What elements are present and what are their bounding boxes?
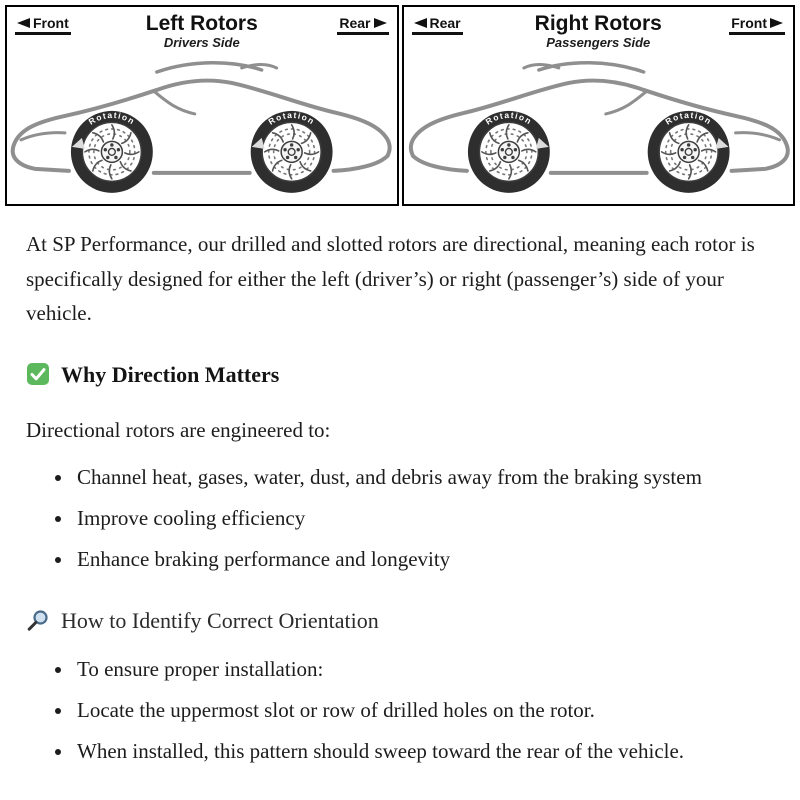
list-item: • Improve cooling efficiency (74, 501, 774, 535)
rotation-label: Rotation (483, 109, 534, 127)
section-title: How to Identify Correct Orientation (61, 608, 379, 634)
list-item: • When installed, this pattern should sweep toward the rear of the vehicle. (74, 734, 774, 768)
rotation-label: Rotation (266, 109, 317, 127)
left-panel-header (7, 7, 397, 50)
section-title: Why Direction Matters (61, 361, 280, 387)
benefits-list (26, 460, 774, 576)
check-icon (26, 362, 50, 386)
orientation-list (26, 652, 774, 768)
rear-direction-arrow (412, 15, 463, 35)
front-label: Front (33, 15, 69, 31)
left-rotors-panel (5, 5, 399, 206)
rear-direction-arrow (337, 15, 388, 35)
right-panel-header (404, 7, 794, 50)
rear-label: Rear (339, 15, 371, 31)
panel-title: Left Rotors (145, 12, 258, 35)
front-label: Front (731, 15, 767, 31)
front-direction-arrow (15, 15, 71, 35)
rotation-label: Rotation (86, 109, 138, 127)
right-car-illustration (404, 50, 794, 205)
rear-label: Rear (429, 15, 461, 31)
front-direction-arrow (729, 15, 785, 35)
arrow-left-icon (414, 18, 427, 28)
intro-paragraph: At SP Performance, our drilled and slotted rotors are directional, meaning each rotor is specifically designed for either the left (driver’s) or right (passenger’s) side of your vehicle. (26, 232, 755, 325)
panel-subtitle: Passengers Side (546, 35, 651, 51)
list-item: • Locate the uppermost slot or row of drilled holes on the rotor. (74, 693, 774, 727)
left-car-illustration (7, 50, 397, 205)
rotation-label: Rotation (662, 109, 714, 127)
panel-subtitle: Drivers Side (163, 35, 240, 51)
rotor-direction-diagram (0, 0, 800, 206)
panel-title: Right Rotors (534, 12, 662, 35)
list-item: • Channel heat, gases, water, dust, and debris away from the braking system (74, 460, 774, 494)
arrow-left-icon (17, 18, 30, 28)
article-body (0, 206, 800, 792)
list-item: • Enhance braking performance and longevity (74, 542, 774, 576)
arrow-right-icon (374, 18, 387, 28)
section-lead: Directional rotors are engineered to: (26, 418, 331, 443)
right-rotors-panel (402, 5, 796, 206)
section-heading-why-direction-matters (26, 357, 774, 393)
magnifier-icon (26, 609, 50, 633)
section-heading-identify-orientation (26, 603, 774, 639)
list-item: • To ensure proper installation: (74, 652, 774, 686)
arrow-right-icon (770, 18, 783, 28)
